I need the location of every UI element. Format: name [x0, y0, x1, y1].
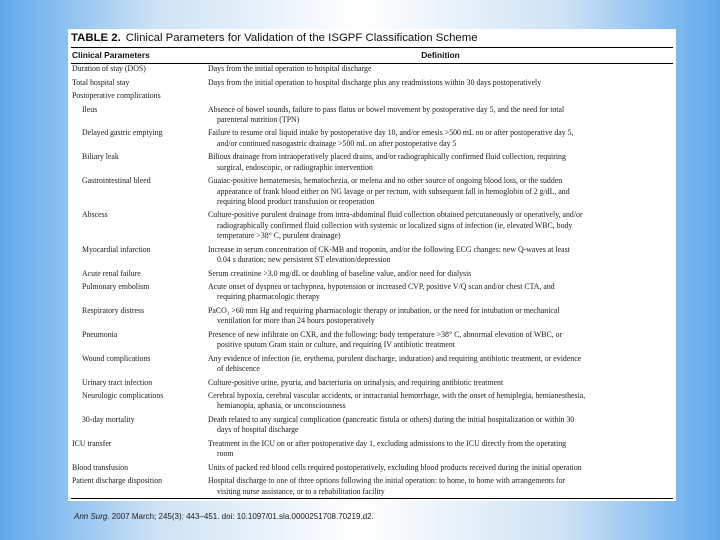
definition	[208, 152, 673, 173]
definition-line: 0.04 s duration; new persistent ST elevation/depression	[217, 255, 391, 264]
definition	[208, 415, 673, 436]
definition-line: days of hospital discharge	[217, 425, 299, 435]
clinical-parameter: Ileus	[82, 104, 98, 114]
clinical-parameter: Blood transfusion	[72, 462, 128, 472]
table-row	[71, 91, 673, 101]
citation-details: . 2007 March; 245(3): 443–451. doi: 10.1097/01.sla.0000251708.70219.d2.	[107, 512, 374, 521]
definition	[208, 105, 673, 126]
table-row	[71, 269, 673, 279]
definition-line: radiographically confirmed fluid collection with systemic or localized signs of infection (ie, elevated WBC, body	[217, 220, 573, 230]
definition-line: Death related to any surgical complication (pancreatic fistula or others) during the initial hospitalization or within 30	[208, 414, 575, 424]
table-header	[71, 48, 673, 64]
definition-line: appearance of frank blood either on NG lavage or per rectum, with subsequent fall in hemoglobin of 2 g/dL, and	[217, 186, 570, 196]
table-row	[71, 210, 673, 241]
table-row	[71, 282, 673, 303]
table-row	[71, 78, 673, 88]
table-row	[71, 378, 673, 388]
definition-line: visiting nurse assistance, or to a rehabilitation facility	[217, 486, 385, 496]
table-row	[71, 306, 673, 327]
definition-line: Acute onset of dyspnea or tachypnea, hypotension or increased CVP, positive V/Q scan and/or chest CTA, and	[208, 282, 555, 292]
definition-line: Bilious drainage from intraoperatively placed drains, and/or radiographically confirmed fluid collection, requiring	[208, 152, 566, 162]
definition-line: Days from the initial operation to hospital discharge	[208, 64, 372, 73]
header-definition: Definition	[421, 50, 460, 60]
definition-line: Guaiac-positive hematemesis, hematochezia, or melena and no other source of ongoing blood loss, or the sudden	[208, 176, 563, 186]
clinical-parameter: Postoperative complications	[72, 91, 161, 101]
clinical-parameter: Myocardial infarction	[82, 244, 151, 254]
definition	[208, 354, 673, 375]
clinical-parameter: 30-day mortality	[82, 414, 135, 424]
definition-line: room	[217, 449, 234, 459]
citation	[74, 512, 374, 521]
definition	[208, 210, 673, 241]
clinical-parameter: Pulmonary embolism	[82, 282, 150, 292]
definition-line: ventilation for more than 24 hours postoperatively	[217, 316, 375, 326]
definition	[208, 78, 673, 88]
table-title: Clinical Parameters for Validation of the ISGPF Classification Scheme	[125, 32, 478, 44]
definition	[208, 128, 673, 149]
clinical-parameter: Acute renal failure	[82, 268, 141, 278]
table-row	[71, 245, 673, 266]
definition	[208, 439, 673, 460]
table-row	[71, 415, 673, 436]
definition-line: Units of packed red blood cells required postoperatively, excluding blood products received during the initial operation	[208, 462, 582, 472]
definition-line: requiring blood product transfusion or reoperation	[217, 196, 375, 206]
clinical-parameter: Pneumonia	[82, 329, 118, 339]
definition	[208, 476, 673, 497]
clinical-parameter: Duration of stay (DOS)	[72, 64, 146, 73]
definition-line: Treatment in the ICU on or after postoperative day 1, excluding admissions to the ICU directly from the operating	[208, 438, 567, 448]
table-row	[71, 176, 673, 207]
table-row	[71, 105, 673, 126]
definition-line: requiring pharmacologic therapy	[217, 292, 320, 302]
clinical-parameter: ICU transfer	[72, 438, 112, 448]
clinical-parameter: Respiratory distress	[82, 305, 145, 315]
table-row	[71, 64, 673, 74]
definition-line: surgical, endoscopic, or radiographic intervention	[217, 162, 373, 172]
clinical-parameter: Delayed gastric emptying	[82, 128, 163, 138]
definition-line: and/or continued nasogastric drainage >500 mL on after postoperative day 5	[217, 138, 457, 148]
clinical-parameter: Urinary tract infection	[82, 377, 153, 387]
definition	[208, 282, 673, 303]
definition	[208, 378, 673, 388]
definition	[208, 64, 673, 74]
clinical-parameter: Total hospital stay	[72, 77, 130, 87]
definition-line: Absence of bowel sounds, failure to pass flatus or bowel movement by postoperative day 5, and the need for total	[208, 104, 565, 114]
header-clinical-parameters: Clinical Parameters	[72, 50, 150, 60]
definition-line: Failure to resume oral liquid intake by postoperative day 10, and/or emesis >500 mL on or after postoperative day 5,	[208, 128, 574, 138]
table-row	[71, 476, 673, 497]
table-row	[71, 354, 673, 375]
definition	[208, 306, 673, 327]
citation-journal: Ann Surg	[74, 512, 108, 521]
definition-line: Culture-positive urine, pyuria, and bacteriuria on urinalysis, and requiring antibiotic treatment	[208, 377, 504, 387]
definition-line: hemianopia, aphasia, or unconsciousness	[217, 401, 346, 411]
clinical-parameter: Neurologic complications	[82, 391, 164, 401]
definition-line: positive sputum Gram stain or culture, and requiring IV antibiotic treatment	[217, 340, 455, 350]
table-number: TABLE 2.	[71, 32, 121, 44]
clinical-parameter: Wound complications	[82, 353, 151, 363]
table-row	[71, 128, 673, 149]
definition-line: Serum creatinine >3.0 mg/dL or doubling of baseline value, and/or need for dialysis	[208, 268, 472, 278]
definition-line: temperature >38° C, purulent drainage)	[217, 231, 341, 241]
definition-line: Any evidence of infection (ie, erythema, purulent discharge, induration) and requiring antibiotic treatment, or evidence	[208, 353, 582, 363]
definition	[208, 245, 673, 266]
definition	[208, 176, 673, 207]
table-row	[71, 463, 673, 473]
table-row	[71, 330, 673, 351]
table-body	[71, 64, 673, 497]
table-row	[71, 391, 673, 412]
definition	[208, 269, 673, 279]
definition	[208, 330, 673, 351]
clinical-parameter: Biliary leak	[82, 152, 119, 162]
table-row	[71, 439, 673, 460]
table-sheet	[68, 29, 676, 501]
definition	[208, 391, 673, 412]
table-title-bar	[71, 30, 673, 48]
definition	[208, 463, 673, 473]
definition-line: of dehiscence	[217, 364, 260, 374]
clinical-parameter: Gastrointestinal bleed	[82, 176, 151, 186]
definition-line: Days from the initial operation to hospital discharge plus any readmissions within 30 days postoperatively	[208, 77, 542, 87]
definition-line: parenteral nutrition (TPN)	[217, 114, 300, 124]
definition-line: Cerebral hypoxia, cerebral vascular accidents, or intracranial hemorrhage, with the onset of hemiplegia, hemianesthesia,	[208, 391, 586, 401]
table-bottom-rule	[71, 498, 673, 499]
definition-line: Hospital discharge to one of three options following the initial operation: to home, to home with arrangements for	[208, 476, 566, 486]
definition-line: Culture-positive purulent drainage from intra-abdominal fluid collection obtained percutaneously or operatively, and/or	[208, 210, 583, 220]
definition-line: Presence of new infiltrate on CXR, and the following: body temperature >38° C, abnormal elevation of WBC, or	[208, 329, 563, 339]
definition-line: Increase in serum concentration of CK-MB and troponin, and/or the following ECG changes: new Q-waves at least	[208, 244, 570, 254]
definition-line: PaCO₂ >60 mm Hg and requiring pharmacologic therapy or intubation, or the need for intubation or mechanical	[208, 305, 560, 315]
table-row	[71, 152, 673, 173]
definition	[208, 91, 673, 101]
clinical-parameter: Patient discharge disposition	[72, 476, 163, 486]
clinical-parameter: Abscess	[82, 210, 108, 220]
